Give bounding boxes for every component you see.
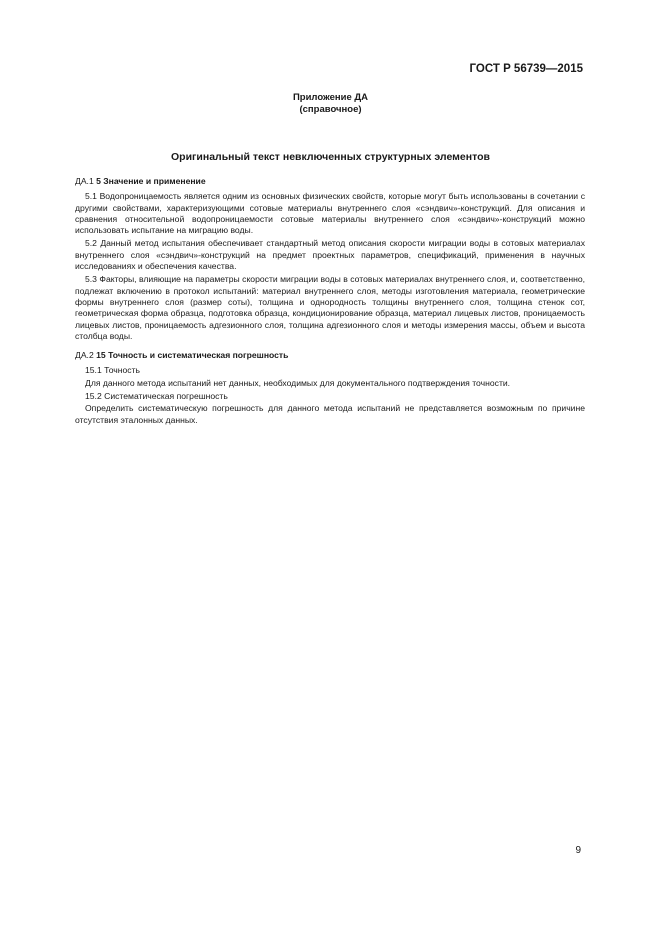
document-title: Оригинальный текст невключенных структурных элементов (171, 151, 490, 163)
page-number: 9 (575, 845, 581, 856)
section-prefix: ДА.2 (75, 350, 94, 361)
annex-subtitle: (справочное) (299, 104, 362, 115)
section-prefix: ДА.1 (75, 176, 94, 186)
annex-title: Приложение ДА (292, 92, 369, 103)
document-body (75, 176, 585, 428)
annex-heading (0, 92, 661, 116)
document-id: ГОСТ Р 56739—2015 (469, 63, 583, 75)
section-title: Точность и систематическая погрешность (108, 350, 289, 361)
section-title: Значение и применение (103, 176, 206, 186)
paragraph-5-2: 5.2 Данный метод испытания обеспечивает стандартный метод описания скорости миграции воды в сотовых материалах внутреннего слоя «сэндвич»-конструкций на предмет проектных параметров, спецификаций, применения в научных исследованиях и обеспечения качества. (75, 238, 585, 272)
paragraph-5-3: 5.3 Факторы, влияющие на параметры скорости миграции воды в сотовых материалах внутреннего слоя, и, соответственно, подлежат включению в протокол испытаний: материал внутреннего слоя, методы изготовления материала, геометрические формы внутреннего слоя (размер соты), толщина и однородность толщины внутреннего слоя, толщина стенок сот, геометрическая форма образца, подготовка образца, кондиционирование образца, материал лицевых листов, проницаемость лицевых листов, проницаемость адгезионного слоя, толщина адгезионного слоя и методы измерения массы, объем и высота столбца воды. (75, 274, 585, 341)
subsection-15-2-text: Определить систематическую погрешность для данного метода испытаний не представляется возможным по причине отсутствия эталонных данных. (75, 403, 585, 425)
subsection-15-1-text: Для данного метода испытаний нет данных, необходимых для документального подтверждения точности. (85, 377, 511, 388)
section-number: 15 (96, 350, 106, 361)
subsection-15-2-label: 15.2 Систематическая погрешность (85, 391, 228, 402)
subsection-15-1-label: 15.1 Точность (85, 365, 140, 376)
section-heading-1 (75, 176, 585, 187)
section-number: 5 (96, 176, 101, 186)
paragraph-5-1: 5.1 Водопроницаемость является одним из основных физических свойств, которые могут быть использованы в сочетании с другими свойствами, характеризующими сотовые материалы внутреннего слоя «сэндвич»-конструкций. Для описания и сравнения относительной водопроницаемости сотовые материалы внутреннего слоя «сэндвич»-конструкций можно использовать испытание на миграцию воды. (75, 191, 585, 236)
section-heading-2 (75, 350, 585, 361)
